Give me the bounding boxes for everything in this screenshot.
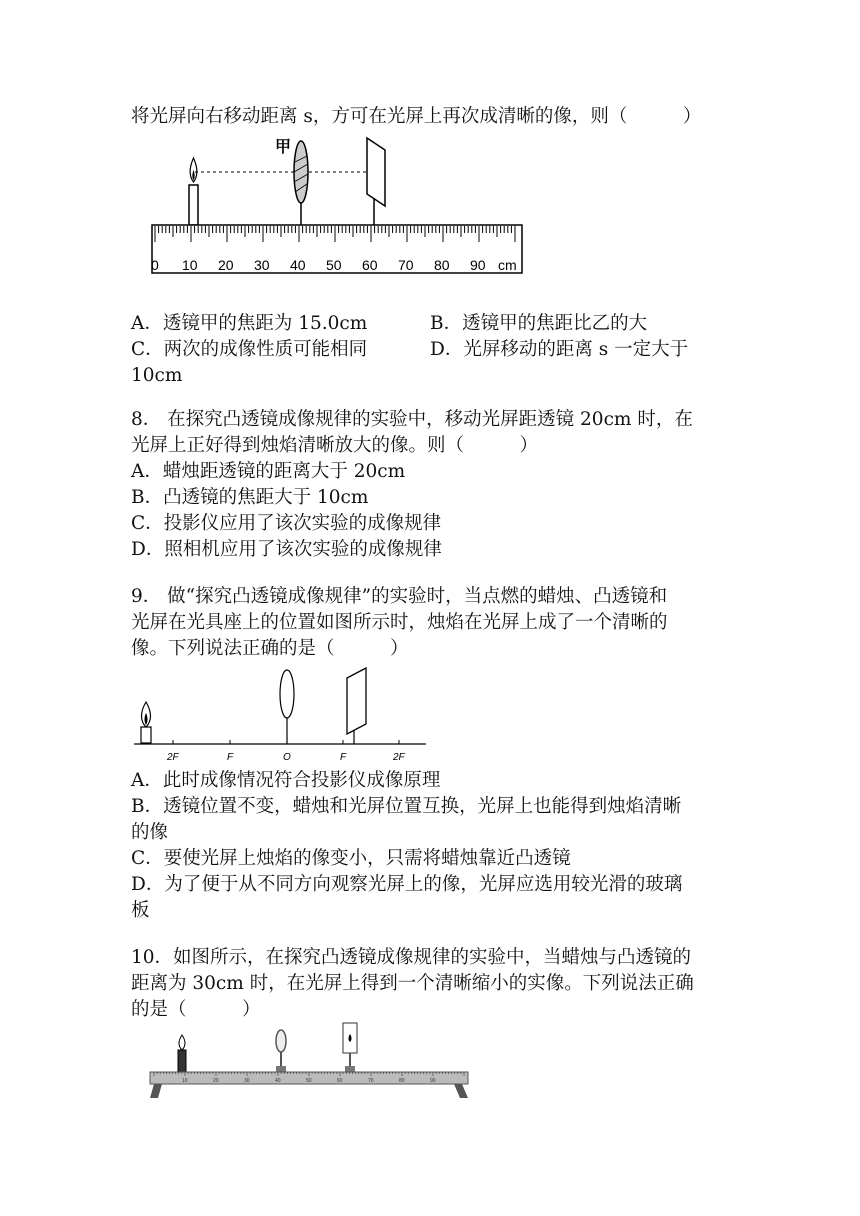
- q9-option-b-cont: 的像: [131, 822, 169, 843]
- q8-option-a: A．蜡烛距透镜的距离大于 20cm: [131, 461, 406, 482]
- q9-figure: [132, 664, 432, 766]
- q9-option-c: C．要使光屏上烛焰的像变小，只需将蜡烛靠近凸透镜: [131, 848, 571, 869]
- svg-text:80: 80: [399, 1078, 405, 1084]
- q10-figure: [148, 1020, 473, 1100]
- q9-stem-3: 像。下列说法正确的是（ ）: [131, 638, 409, 659]
- candle-icon: [141, 702, 151, 743]
- svg-text:F: F: [227, 752, 234, 763]
- q9-option-d: D．为了便于从不同方向观察光屏上的像，光屏应选用较光滑的玻璃: [131, 874, 683, 895]
- svg-text:O: O: [283, 752, 291, 763]
- convex-lens-icon: [280, 670, 294, 744]
- q7-option-b: B．透镜甲的焦距比乙的大: [430, 313, 648, 334]
- q9-option-a: A．此时成像情况符合投影仪成像原理: [131, 770, 441, 791]
- svg-text:0: 0: [151, 257, 159, 273]
- bench-leg-left: [150, 1084, 162, 1098]
- q10-stem-1: 10．如图所示，在探究凸透镜成像规律的实验中，当蜡烛与凸透镜的: [131, 947, 692, 968]
- svg-text:30: 30: [244, 1078, 250, 1084]
- svg-text:90: 90: [430, 1078, 436, 1084]
- svg-text:10: 10: [182, 1078, 188, 1084]
- svg-text:60: 60: [362, 257, 378, 273]
- bench-leg-right: [454, 1084, 468, 1098]
- q9-option-d-cont: 板: [131, 900, 150, 921]
- svg-text:2F: 2F: [167, 752, 179, 763]
- screen-icon: [367, 138, 385, 225]
- q8-option-d: D．照相机应用了该次实验的成像规律: [131, 539, 442, 560]
- svg-text:30: 30: [254, 257, 270, 273]
- svg-text:70: 70: [398, 257, 414, 273]
- screen-icon: [343, 1023, 357, 1072]
- q10-stem-2: 距离为 30cm 时，在光屏上得到一个清晰缩小的实像。下列说法正确: [131, 973, 694, 994]
- q9-stem-2: 光屏在光具座上的位置如图所示时，烛焰在光屏上成了一个清晰的: [131, 612, 668, 633]
- q9-option-b: B．透镜位置不变，蜡烛和光屏位置互换，光屏上也能得到烛焰清晰: [131, 796, 682, 817]
- svg-text:10: 10: [182, 257, 198, 273]
- q7-option-d-cont: 10cm: [131, 365, 183, 386]
- q10-stem-3: 的是（ ）: [131, 999, 261, 1020]
- candle-icon: [178, 1035, 186, 1073]
- svg-text:60: 60: [337, 1078, 343, 1084]
- svg-text:40: 40: [290, 257, 306, 273]
- svg-text:70: 70: [368, 1078, 374, 1084]
- q8-stem-1: 8． 在探究凸透镜成像规律的实验中，移动光屏距透镜 20cm 时，在: [131, 409, 693, 430]
- candle-icon: [189, 158, 198, 225]
- convex-lens-icon: [276, 1030, 286, 1072]
- svg-text:2F: 2F: [393, 752, 405, 763]
- q9-stem-1: 9． 做“探究凸透镜成像规律”的实验时，当点燃的蜡烛、凸透镜和: [131, 586, 668, 607]
- q7-option-a: A．透镜甲的焦距为 15.0cm: [131, 313, 368, 334]
- q8-option-b: B．凸透镜的焦距大于 10cm: [131, 487, 369, 508]
- q7-option-c: C．两次的成像性质可能相同: [131, 339, 368, 360]
- q7-option-d: D．光屏移动的距离 s 一定大于: [430, 339, 689, 360]
- q8-stem-2: 光屏上正好得到烛焰清晰放大的像。则（ ）: [131, 435, 539, 456]
- svg-text:80: 80: [434, 257, 450, 273]
- svg-text:40: 40: [275, 1078, 281, 1084]
- screen-icon: [347, 668, 366, 744]
- svg-text:F: F: [340, 752, 347, 763]
- svg-text:cm: cm: [498, 257, 517, 273]
- svg-text:50: 50: [306, 1078, 312, 1084]
- svg-text:20: 20: [218, 257, 234, 273]
- q7-stem-line: 将光屏向右移动距离 s，方可在光屏上再次成清晰的像，则（ ）: [131, 106, 702, 127]
- q7-figure: [145, 132, 530, 277]
- lens-label: 甲: [275, 139, 292, 156]
- lens-jia-icon: [294, 141, 308, 225]
- bench-labels: [166, 752, 406, 763]
- svg-text:20: 20: [213, 1078, 219, 1084]
- q8-option-c: C．投影仪应用了该次实验的成像规律: [131, 513, 442, 534]
- svg-text:90: 90: [470, 257, 486, 273]
- svg-text:50: 50: [326, 257, 342, 273]
